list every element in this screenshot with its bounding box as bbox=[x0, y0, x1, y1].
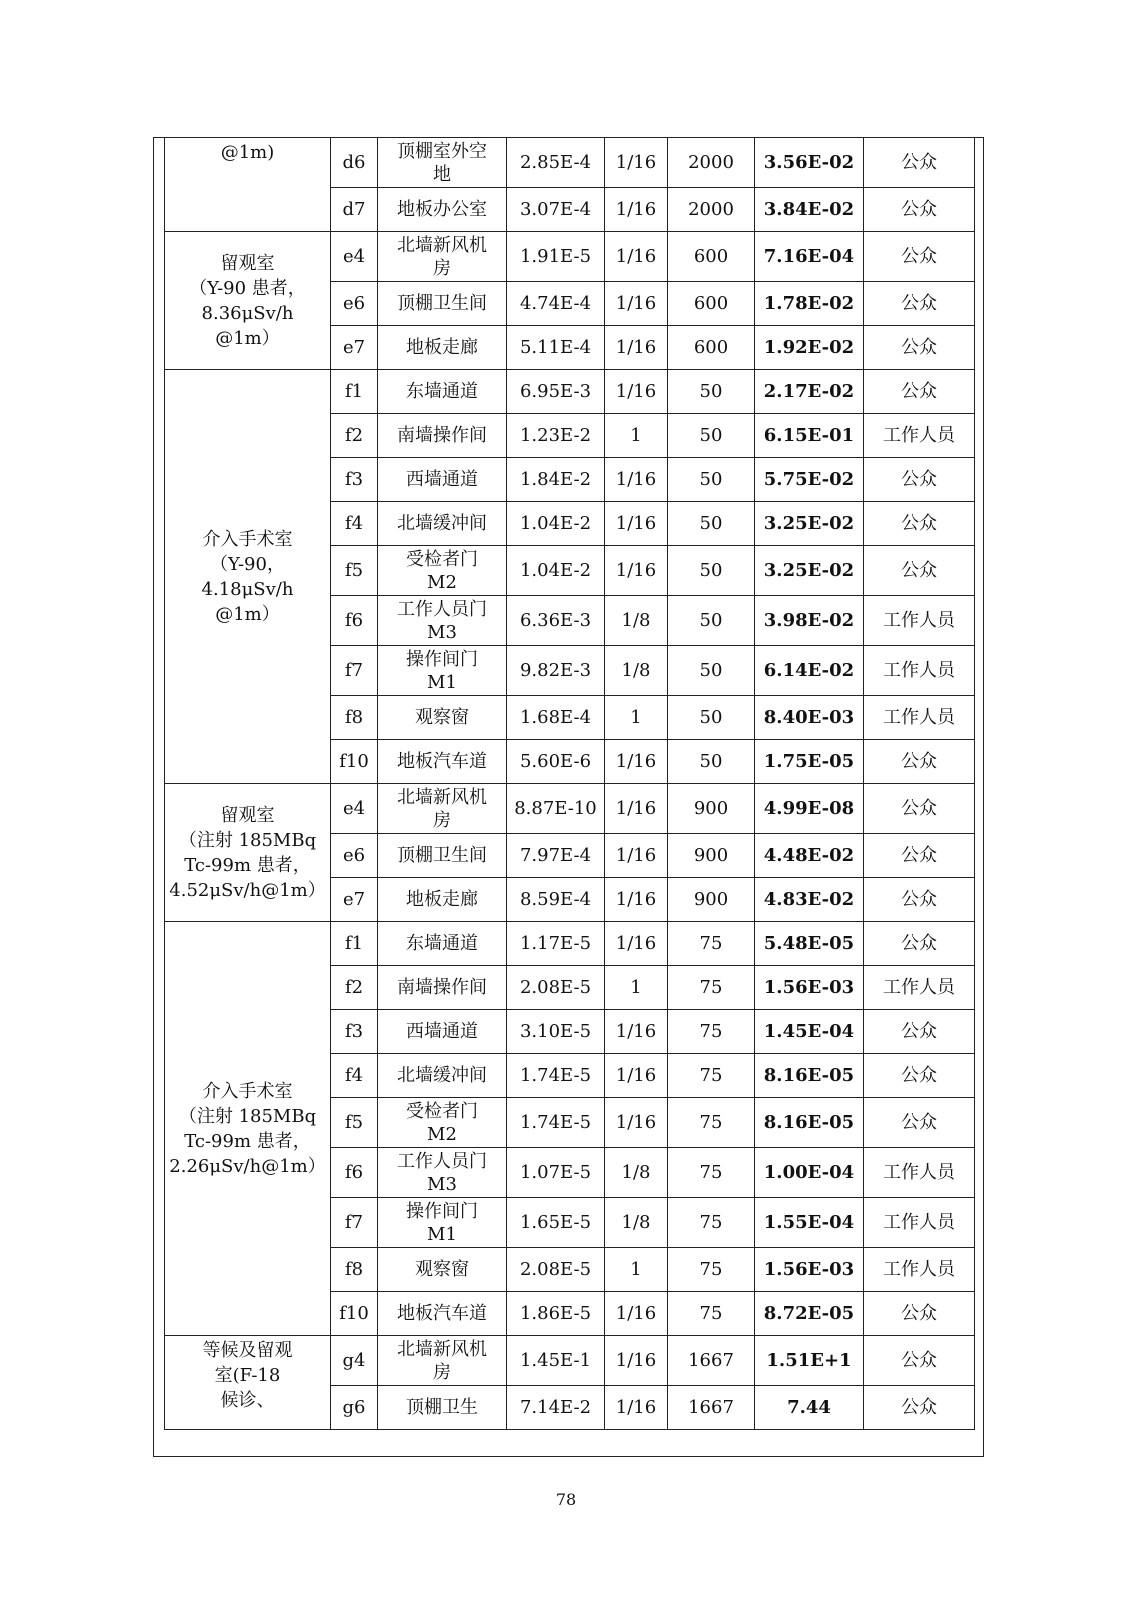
dose-rate-cell: 1.04E-2 bbox=[507, 546, 605, 596]
point-id-cell: f10 bbox=[331, 1292, 378, 1336]
hours-cell: 2000 bbox=[668, 138, 755, 188]
location-line: 房 bbox=[433, 1361, 451, 1383]
occupancy-factor-cell: 1/16 bbox=[605, 282, 668, 326]
annual-dose-cell: 3.25E-02 bbox=[755, 502, 864, 546]
dose-rate-cell: 1.84E-2 bbox=[507, 458, 605, 502]
location-cell bbox=[378, 414, 507, 458]
table-row bbox=[165, 370, 975, 414]
point-id-cell: f4 bbox=[331, 502, 378, 546]
location-line: M2 bbox=[427, 571, 457, 593]
location-cell bbox=[378, 1386, 507, 1430]
hours-cell: 50 bbox=[668, 414, 755, 458]
dose-rate-cell: 1.07E-5 bbox=[507, 1148, 605, 1198]
location-line: 顶棚卫生间 bbox=[397, 293, 487, 314]
group-label-line: 留观室 bbox=[220, 804, 275, 826]
occupancy-factor-cell: 1 bbox=[605, 966, 668, 1010]
location-line: M3 bbox=[427, 1173, 457, 1195]
dose-table bbox=[164, 137, 975, 1430]
dose-rate-cell: 4.74E-4 bbox=[507, 282, 605, 326]
group-label-line: 候诊、 bbox=[220, 1390, 275, 1411]
location-line: 工作人员门 bbox=[397, 598, 487, 620]
category-cell: 公众 bbox=[864, 370, 975, 414]
category-cell: 公众 bbox=[864, 1054, 975, 1098]
hours-cell: 75 bbox=[668, 1292, 755, 1336]
point-id-cell: e6 bbox=[331, 834, 378, 878]
occupancy-factor-cell: 1/16 bbox=[605, 922, 668, 966]
annual-dose-cell: 1.92E-02 bbox=[755, 326, 864, 370]
location-line: 北墙新风机 bbox=[397, 234, 487, 256]
annual-dose-cell: 1.45E-04 bbox=[755, 1010, 864, 1054]
occupancy-factor-cell: 1/8 bbox=[605, 1148, 668, 1198]
table-row bbox=[165, 232, 975, 282]
point-id-cell: f5 bbox=[331, 546, 378, 596]
location-line: 地板办公室 bbox=[397, 199, 487, 220]
location-cell bbox=[378, 232, 507, 282]
occupancy-factor-cell: 1/16 bbox=[605, 1098, 668, 1148]
group-label-line: @1m） bbox=[215, 327, 280, 349]
location-line: 地板汽车道 bbox=[397, 1303, 487, 1324]
dose-rate-cell: 1.91E-5 bbox=[507, 232, 605, 282]
hours-cell: 2000 bbox=[668, 188, 755, 232]
occupancy-factor-cell: 1/16 bbox=[605, 1010, 668, 1054]
location-line: 地板汽车道 bbox=[397, 751, 487, 772]
location-line: 东墙通道 bbox=[406, 933, 478, 954]
category-cell: 工作人员 bbox=[864, 696, 975, 740]
occupancy-factor-cell: 1/16 bbox=[605, 834, 668, 878]
category-cell: 公众 bbox=[864, 1010, 975, 1054]
category-cell: 公众 bbox=[864, 878, 975, 922]
location-cell bbox=[378, 1198, 507, 1248]
category-cell: 公众 bbox=[864, 188, 975, 232]
annual-dose-cell: 3.56E-02 bbox=[755, 138, 864, 188]
location-cell bbox=[378, 834, 507, 878]
location-line: 操作间门 bbox=[406, 648, 478, 670]
hours-cell: 75 bbox=[668, 1054, 755, 1098]
location-cell bbox=[378, 646, 507, 696]
location-line: 北墙新风机 bbox=[397, 786, 487, 808]
hours-cell: 50 bbox=[668, 696, 755, 740]
point-id-cell: f3 bbox=[331, 458, 378, 502]
point-id-cell: f8 bbox=[331, 696, 378, 740]
group-label-line: 2.26μSv/h@1m） bbox=[169, 1155, 326, 1177]
annual-dose-cell: 8.72E-05 bbox=[755, 1292, 864, 1336]
occupancy-factor-cell: 1/16 bbox=[605, 546, 668, 596]
group-label-line: （注射 185MBq bbox=[178, 1105, 317, 1127]
location-line: 房 bbox=[433, 257, 451, 279]
dose-rate-cell: 1.74E-5 bbox=[507, 1098, 605, 1148]
table-row bbox=[165, 922, 975, 966]
category-cell: 工作人员 bbox=[864, 414, 975, 458]
hours-cell: 900 bbox=[668, 784, 755, 834]
location-line: M1 bbox=[427, 671, 457, 693]
occupancy-factor-cell: 1/16 bbox=[605, 326, 668, 370]
category-cell: 公众 bbox=[864, 502, 975, 546]
annual-dose-cell: 8.40E-03 bbox=[755, 696, 864, 740]
annual-dose-cell: 2.17E-02 bbox=[755, 370, 864, 414]
occupancy-factor-cell: 1/8 bbox=[605, 1198, 668, 1248]
location-line: 受检者门 bbox=[406, 1100, 478, 1122]
annual-dose-cell: 4.48E-02 bbox=[755, 834, 864, 878]
point-id-cell: f2 bbox=[331, 966, 378, 1010]
annual-dose-cell: 8.16E-05 bbox=[755, 1054, 864, 1098]
location-line: 东墙通道 bbox=[406, 381, 478, 402]
location-line: M1 bbox=[427, 1223, 457, 1245]
point-id-cell: f1 bbox=[331, 922, 378, 966]
dose-rate-cell: 2.08E-5 bbox=[507, 1248, 605, 1292]
occupancy-factor-cell: 1/16 bbox=[605, 784, 668, 834]
hours-cell: 600 bbox=[668, 282, 755, 326]
point-id-cell: e7 bbox=[331, 878, 378, 922]
hours-cell: 50 bbox=[668, 370, 755, 414]
hours-cell: 50 bbox=[668, 502, 755, 546]
dose-rate-cell: 2.85E-4 bbox=[507, 138, 605, 188]
group-label-cell bbox=[165, 370, 331, 784]
location-line: 地板走廊 bbox=[406, 337, 478, 358]
group-label-line: （注射 185MBq bbox=[178, 829, 317, 851]
occupancy-factor-cell: 1/8 bbox=[605, 646, 668, 696]
group-label-line: 4.18μSv/h bbox=[201, 578, 294, 600]
point-id-cell: e6 bbox=[331, 282, 378, 326]
annual-dose-cell: 5.48E-05 bbox=[755, 922, 864, 966]
point-id-cell: g4 bbox=[331, 1336, 378, 1386]
hours-cell: 1667 bbox=[668, 1386, 755, 1430]
location-line: 顶棚卫生 bbox=[406, 1397, 478, 1418]
table-body bbox=[165, 138, 975, 1430]
dose-rate-cell: 1.68E-4 bbox=[507, 696, 605, 740]
group-label-line: 介入手术室 bbox=[202, 528, 293, 550]
annual-dose-cell: 6.14E-02 bbox=[755, 646, 864, 696]
dose-rate-cell: 3.07E-4 bbox=[507, 188, 605, 232]
dose-rate-cell: 1.23E-2 bbox=[507, 414, 605, 458]
annual-dose-cell: 6.15E-01 bbox=[755, 414, 864, 458]
group-label-line: Tc-99m 患者， bbox=[184, 1130, 311, 1152]
category-cell: 工作人员 bbox=[864, 596, 975, 646]
location-cell bbox=[378, 1010, 507, 1054]
location-cell bbox=[378, 922, 507, 966]
annual-dose-cell: 7.44 bbox=[755, 1386, 864, 1430]
location-line: M2 bbox=[427, 1123, 457, 1145]
location-line: 北墙缓冲间 bbox=[397, 513, 487, 534]
occupancy-factor-cell: 1/16 bbox=[605, 138, 668, 188]
point-id-cell: f8 bbox=[331, 1248, 378, 1292]
hours-cell: 900 bbox=[668, 878, 755, 922]
annual-dose-cell: 1.51E+1 bbox=[755, 1336, 864, 1386]
hours-cell: 75 bbox=[668, 1010, 755, 1054]
occupancy-factor-cell: 1/16 bbox=[605, 878, 668, 922]
location-line: 南墙操作间 bbox=[397, 425, 487, 446]
location-line: 北墙新风机 bbox=[397, 1338, 487, 1360]
location-cell bbox=[378, 1336, 507, 1386]
annual-dose-cell: 1.00E-04 bbox=[755, 1148, 864, 1198]
hours-cell: 50 bbox=[668, 546, 755, 596]
location-cell bbox=[378, 1292, 507, 1336]
dose-rate-cell: 1.45E-1 bbox=[507, 1336, 605, 1386]
location-cell bbox=[378, 1148, 507, 1198]
dose-rate-cell: 3.10E-5 bbox=[507, 1010, 605, 1054]
occupancy-factor-cell: 1 bbox=[605, 414, 668, 458]
category-cell: 工作人员 bbox=[864, 1248, 975, 1292]
category-cell: 公众 bbox=[864, 784, 975, 834]
dose-rate-cell: 7.97E-4 bbox=[507, 834, 605, 878]
category-cell: 工作人员 bbox=[864, 966, 975, 1010]
annual-dose-cell: 1.56E-03 bbox=[755, 1248, 864, 1292]
category-cell: 公众 bbox=[864, 1292, 975, 1336]
group-label-cell bbox=[165, 232, 331, 370]
occupancy-factor-cell: 1/16 bbox=[605, 1054, 668, 1098]
location-cell bbox=[378, 878, 507, 922]
category-cell: 工作人员 bbox=[864, 1148, 975, 1198]
annual-dose-cell: 4.99E-08 bbox=[755, 784, 864, 834]
dose-rate-cell: 1.74E-5 bbox=[507, 1054, 605, 1098]
table-row bbox=[165, 784, 975, 834]
location-line: 地 bbox=[433, 163, 451, 185]
point-id-cell: d6 bbox=[331, 138, 378, 188]
location-line: 受检者门 bbox=[406, 548, 478, 570]
dose-rate-cell: 1.86E-5 bbox=[507, 1292, 605, 1336]
page-number: 78 bbox=[555, 1490, 577, 1509]
annual-dose-cell: 1.75E-05 bbox=[755, 740, 864, 784]
occupancy-factor-cell: 1/16 bbox=[605, 1292, 668, 1336]
occupancy-factor-cell: 1/16 bbox=[605, 232, 668, 282]
hours-cell: 600 bbox=[668, 326, 755, 370]
location-cell bbox=[378, 740, 507, 784]
location-line: 房 bbox=[433, 809, 451, 831]
group-label-line: @1m） bbox=[215, 603, 280, 625]
category-cell: 公众 bbox=[864, 1386, 975, 1430]
annual-dose-cell: 3.25E-02 bbox=[755, 546, 864, 596]
point-id-cell: f10 bbox=[331, 740, 378, 784]
group-label-line: 留观室 bbox=[220, 252, 275, 274]
group-label-cell bbox=[165, 784, 331, 922]
hours-cell: 50 bbox=[668, 646, 755, 696]
occupancy-factor-cell: 1/16 bbox=[605, 1386, 668, 1430]
group-label-cell bbox=[165, 1336, 331, 1430]
group-label-line: （Y-90， bbox=[210, 553, 285, 575]
hours-cell: 75 bbox=[668, 1098, 755, 1148]
occupancy-factor-cell: 1 bbox=[605, 696, 668, 740]
location-line: 观察窗 bbox=[415, 1259, 469, 1280]
occupancy-factor-cell: 1/16 bbox=[605, 370, 668, 414]
group-label-cell bbox=[165, 922, 331, 1336]
category-cell: 公众 bbox=[864, 1336, 975, 1386]
hours-cell: 75 bbox=[668, 1248, 755, 1292]
point-id-cell: f7 bbox=[331, 646, 378, 696]
annual-dose-cell: 3.84E-02 bbox=[755, 188, 864, 232]
category-cell: 工作人员 bbox=[864, 1198, 975, 1248]
location-line: 北墙缓冲间 bbox=[397, 1065, 487, 1086]
annual-dose-cell: 3.98E-02 bbox=[755, 596, 864, 646]
category-cell: 公众 bbox=[864, 922, 975, 966]
annual-dose-cell: 8.16E-05 bbox=[755, 1098, 864, 1148]
location-line: 顶棚室外空 bbox=[397, 140, 487, 162]
dose-rate-cell: 8.87E-10 bbox=[507, 784, 605, 834]
location-cell bbox=[378, 138, 507, 188]
location-cell bbox=[378, 696, 507, 740]
hours-cell: 75 bbox=[668, 966, 755, 1010]
point-id-cell: f6 bbox=[331, 1148, 378, 1198]
hours-cell: 50 bbox=[668, 740, 755, 784]
occupancy-factor-cell: 1/16 bbox=[605, 458, 668, 502]
group-label-line: 等候及留观 bbox=[202, 1340, 293, 1361]
dose-rate-cell: 5.60E-6 bbox=[507, 740, 605, 784]
location-cell bbox=[378, 1248, 507, 1292]
occupancy-factor-cell: 1/16 bbox=[605, 740, 668, 784]
location-cell bbox=[378, 282, 507, 326]
annual-dose-cell: 5.75E-02 bbox=[755, 458, 864, 502]
location-line: 地板走廊 bbox=[406, 889, 478, 910]
table-row bbox=[165, 138, 975, 188]
group-label-line: Tc-99m 患者， bbox=[184, 854, 311, 876]
dose-rate-cell: 5.11E-4 bbox=[507, 326, 605, 370]
hours-cell: 900 bbox=[668, 834, 755, 878]
dose-rate-cell: 7.14E-2 bbox=[507, 1386, 605, 1430]
dose-rate-cell: 6.36E-3 bbox=[507, 596, 605, 646]
annual-dose-cell: 7.16E-04 bbox=[755, 232, 864, 282]
category-cell: 公众 bbox=[864, 232, 975, 282]
category-cell: 工作人员 bbox=[864, 646, 975, 696]
dose-rate-cell: 6.95E-3 bbox=[507, 370, 605, 414]
hours-cell: 75 bbox=[668, 1198, 755, 1248]
annual-dose-cell: 1.55E-04 bbox=[755, 1198, 864, 1248]
location-line: 南墙操作间 bbox=[397, 977, 487, 998]
hours-cell: 600 bbox=[668, 232, 755, 282]
location-cell bbox=[378, 546, 507, 596]
location-cell bbox=[378, 326, 507, 370]
location-cell bbox=[378, 784, 507, 834]
group-label-line: @1m) bbox=[220, 142, 275, 163]
point-id-cell: g6 bbox=[331, 1386, 378, 1430]
point-id-cell: f7 bbox=[331, 1198, 378, 1248]
group-label-line: 4.52μSv/h@1m） bbox=[169, 879, 326, 901]
table-row bbox=[165, 1336, 975, 1386]
category-cell: 公众 bbox=[864, 1098, 975, 1148]
location-cell bbox=[378, 1054, 507, 1098]
location-cell bbox=[378, 596, 507, 646]
dose-rate-cell: 2.08E-5 bbox=[507, 966, 605, 1010]
point-id-cell: f1 bbox=[331, 370, 378, 414]
category-cell: 公众 bbox=[864, 138, 975, 188]
location-cell bbox=[378, 966, 507, 1010]
dose-rate-cell: 9.82E-3 bbox=[507, 646, 605, 696]
annual-dose-cell: 1.56E-03 bbox=[755, 966, 864, 1010]
dose-rate-cell: 1.17E-5 bbox=[507, 922, 605, 966]
point-id-cell: f6 bbox=[331, 596, 378, 646]
category-cell: 公众 bbox=[864, 458, 975, 502]
location-line: M3 bbox=[427, 621, 457, 643]
point-id-cell: d7 bbox=[331, 188, 378, 232]
occupancy-factor-cell: 1/16 bbox=[605, 502, 668, 546]
hours-cell: 50 bbox=[668, 458, 755, 502]
point-id-cell: f2 bbox=[331, 414, 378, 458]
group-label-line: （Y-90 患者， bbox=[189, 277, 306, 299]
group-label-line: 介入手术室 bbox=[202, 1080, 293, 1102]
location-cell bbox=[378, 188, 507, 232]
hours-cell: 1667 bbox=[668, 1336, 755, 1386]
hours-cell: 50 bbox=[668, 596, 755, 646]
occupancy-factor-cell: 1/16 bbox=[605, 188, 668, 232]
location-cell bbox=[378, 458, 507, 502]
hours-cell: 75 bbox=[668, 922, 755, 966]
location-cell bbox=[378, 502, 507, 546]
category-cell: 公众 bbox=[864, 282, 975, 326]
dose-rate-cell: 1.65E-5 bbox=[507, 1198, 605, 1248]
point-id-cell: e4 bbox=[331, 784, 378, 834]
dose-rate-cell: 1.04E-2 bbox=[507, 502, 605, 546]
group-label-line: 室(F-18 bbox=[214, 1365, 281, 1386]
occupancy-factor-cell: 1/8 bbox=[605, 596, 668, 646]
occupancy-factor-cell: 1/16 bbox=[605, 1336, 668, 1386]
annual-dose-cell: 4.83E-02 bbox=[755, 878, 864, 922]
point-id-cell: f4 bbox=[331, 1054, 378, 1098]
location-cell bbox=[378, 1098, 507, 1148]
occupancy-factor-cell: 1 bbox=[605, 1248, 668, 1292]
point-id-cell: f5 bbox=[331, 1098, 378, 1148]
annual-dose-cell: 1.78E-02 bbox=[755, 282, 864, 326]
location-line: 观察窗 bbox=[415, 707, 469, 728]
location-line: 西墙通道 bbox=[406, 1021, 478, 1042]
location-cell bbox=[378, 370, 507, 414]
hours-cell: 75 bbox=[668, 1148, 755, 1198]
location-line: 操作间门 bbox=[406, 1200, 478, 1222]
location-line: 西墙通道 bbox=[406, 469, 478, 490]
point-id-cell: e7 bbox=[331, 326, 378, 370]
category-cell: 公众 bbox=[864, 834, 975, 878]
category-cell: 公众 bbox=[864, 546, 975, 596]
dose-rate-cell: 8.59E-4 bbox=[507, 878, 605, 922]
group-label-line: 8.36μSv/h bbox=[201, 302, 294, 324]
category-cell: 公众 bbox=[864, 326, 975, 370]
point-id-cell: f3 bbox=[331, 1010, 378, 1054]
point-id-cell: e4 bbox=[331, 232, 378, 282]
location-line: 顶棚卫生间 bbox=[397, 845, 487, 866]
group-label-cell bbox=[165, 138, 331, 232]
category-cell: 公众 bbox=[864, 740, 975, 784]
location-line: 工作人员门 bbox=[397, 1150, 487, 1172]
